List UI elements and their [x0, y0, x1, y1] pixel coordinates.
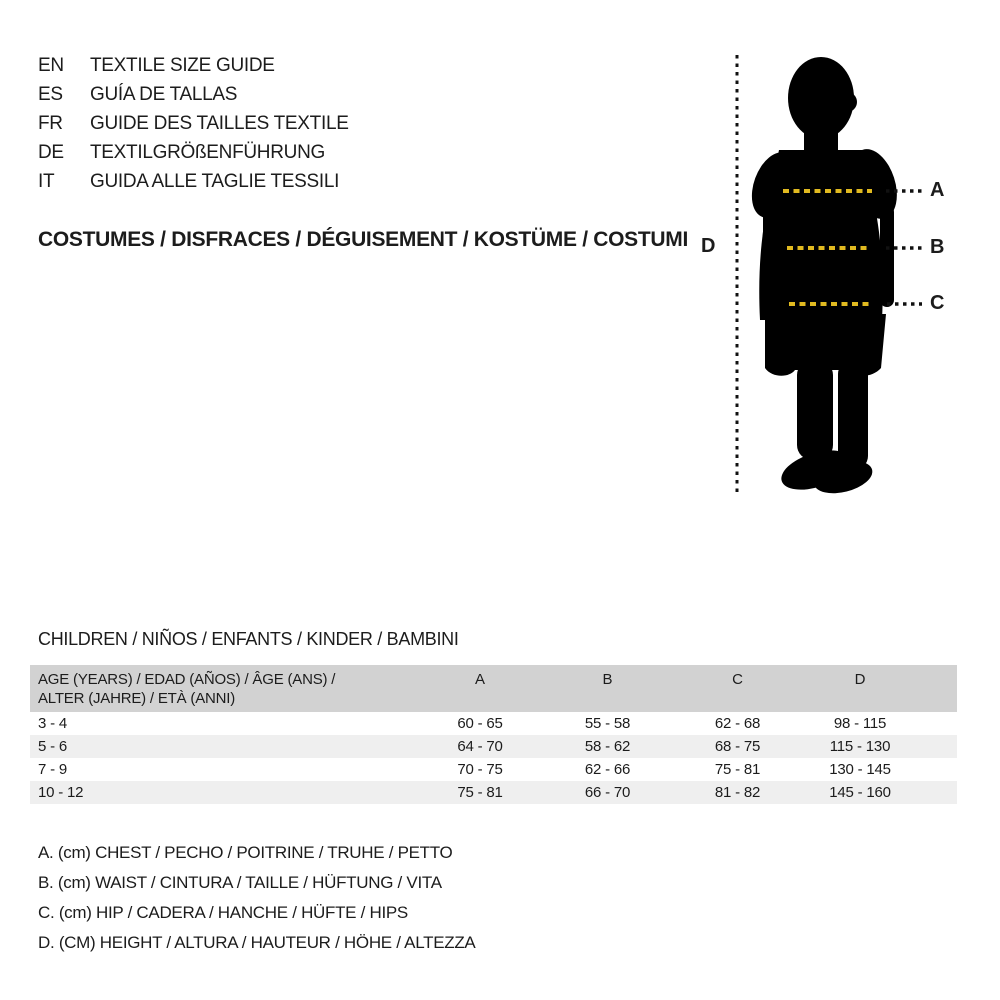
age-cell: 7 - 9	[38, 761, 68, 778]
child-silhouette	[744, 57, 906, 499]
legend-height: D. (CM) HEIGHT / ALTURA / HAUTEUR / HÖHE / ALTEZZA	[38, 933, 476, 952]
age-cell: 10 - 12	[38, 784, 84, 801]
age-column-header	[30, 665, 420, 712]
language-title: GUIDA ALLE TAGLIE TESSILI	[90, 170, 340, 192]
section-title-children: CHILDREN / NIÑOS / ENFANTS / KINDER / BAMBINI	[38, 629, 459, 649]
table-row	[30, 712, 957, 735]
age-cell: 3 - 4	[38, 715, 68, 732]
measurement-legend	[38, 838, 475, 958]
waist-cell: 66 - 70	[584, 784, 631, 801]
height-cell: 98 - 115	[833, 715, 887, 732]
category-title: COSTUMES / DISFRACES / DÉGUISEMENT / KOSTÜME / COSTUMI	[38, 228, 689, 251]
language-title-list	[38, 51, 349, 196]
language-row	[38, 138, 349, 167]
measure-label-b: B	[930, 236, 944, 258]
waist-cell: 55 - 58	[584, 715, 631, 732]
hip-cell: 81 - 82	[714, 784, 761, 801]
language-code: EN	[38, 54, 64, 76]
size-table	[30, 665, 957, 804]
language-title: GUIDE DES TAILLES TEXTILE	[90, 112, 349, 134]
language-row	[38, 51, 349, 80]
hip-cell: 68 - 75	[714, 738, 761, 755]
language-row	[38, 80, 349, 109]
table-row	[30, 781, 957, 804]
height-cell: 145 - 160	[829, 784, 891, 801]
chest-cell: 64 - 70	[457, 738, 503, 755]
chest-cell: 60 - 65	[457, 715, 503, 732]
column-header-a: A	[474, 671, 485, 688]
size-table-header	[30, 665, 957, 712]
height-cell: 130 - 145	[829, 761, 891, 778]
header-spacer	[920, 665, 957, 712]
hip-cell: 75 - 81	[714, 761, 761, 778]
hip-cell: 62 - 68	[714, 715, 761, 732]
chest-cell: 75 - 81	[457, 784, 503, 801]
waist-cell: 58 - 62	[584, 738, 631, 755]
language-title: TEXTILE SIZE GUIDE	[90, 54, 275, 76]
waist-cell: 62 - 66	[584, 761, 631, 778]
table-row	[30, 758, 957, 781]
language-code: IT	[38, 170, 55, 192]
chest-cell: 70 - 75	[457, 761, 503, 778]
measure-label-c: C	[930, 292, 944, 314]
language-row	[38, 167, 349, 196]
legend-chest: A. (cm) CHEST / PECHO / POITRINE / TRUHE / PETTO	[38, 843, 453, 862]
table-row	[30, 735, 957, 758]
measure-label-a: A	[930, 179, 944, 201]
language-code: DE	[38, 141, 64, 163]
child-silhouette-figure	[690, 40, 990, 510]
language-title: TEXTILGRÖßENFÜHRUNG	[90, 141, 325, 163]
column-header-c: C	[732, 671, 743, 688]
age-header-line1: AGE (YEARS) / EDAD (AÑOS) / ÂGE (ANS) /	[38, 671, 336, 688]
measure-label-d: D	[701, 235, 715, 257]
language-title: GUÍA DE TALLAS	[90, 83, 238, 105]
legend-hip: C. (cm) HIP / CADERA / HANCHE / HÜFTE / HIPS	[38, 903, 408, 922]
language-code: FR	[38, 112, 63, 134]
height-cell: 115 - 130	[829, 738, 891, 755]
age-header-line2: ALTER (JAHRE) / ETÀ (ANNI)	[38, 690, 236, 707]
language-code: ES	[38, 83, 63, 105]
column-header-b: B	[602, 671, 613, 688]
age-cell: 5 - 6	[38, 738, 68, 755]
column-header-d: D	[854, 671, 866, 688]
legend-waist: B. (cm) WAIST / CINTURA / TAILLE / HÜFTUNG / VITA	[38, 873, 442, 892]
language-row	[38, 109, 349, 138]
